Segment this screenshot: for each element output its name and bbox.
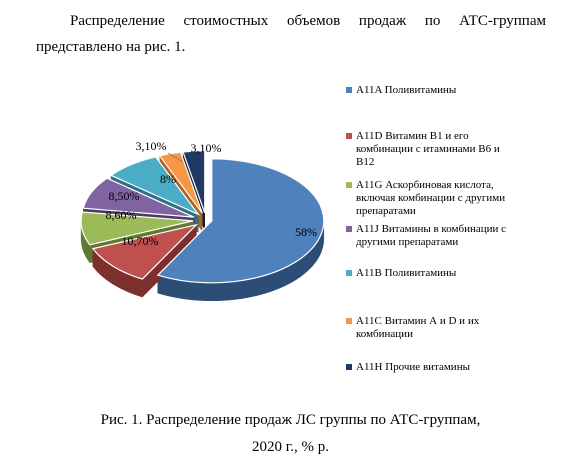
- legend-swatch-5: [346, 318, 352, 324]
- legend-label-2: A11G Аскорбиновая кислота, включая комбинации с другими препаратами: [356, 179, 506, 217]
- figure-caption-line1: Рис. 1. Распределение продаж ЛС группы по АТС-группам,: [100, 412, 481, 428]
- data-label-2: 8,60%: [105, 208, 137, 222]
- legend-label-5: A11C Витамин А и D и их комбинации: [356, 315, 480, 340]
- legend-label-6: A11H Прочие витамины: [356, 361, 470, 373]
- legend-swatch-3: [346, 226, 352, 232]
- data-label-0: 58%: [295, 225, 317, 239]
- legend-label-1: A11D Витамин В1 и его комбинации с итаминами В6 и В12: [356, 130, 500, 168]
- legend-swatch-4: [346, 270, 352, 276]
- legend-swatch-1: [346, 133, 352, 139]
- legend-swatch-0: [346, 87, 352, 93]
- legend-swatch-6: [346, 364, 352, 370]
- data-label-1: 10,70%: [121, 234, 159, 248]
- data-label-5: 3,10%: [135, 139, 167, 153]
- legend-label-4: A11B Поливитамины: [356, 267, 457, 279]
- data-label-4: 8%: [160, 172, 176, 186]
- data-label-6: 3,10%: [190, 141, 222, 155]
- figure-caption-line2: 2020 г., % р.: [252, 439, 329, 455]
- legend-label-0: A11A Поливитамины: [356, 84, 457, 96]
- legend-swatch-2: [346, 182, 352, 188]
- intro-text: Распределение стоимостных объемов продаж по АТС-группам представлено на рис. 1.: [36, 13, 546, 55]
- legend-label-3: A11J Витамины в комбинации с другими препаратами: [356, 223, 507, 248]
- data-label-3: 8,50%: [108, 189, 140, 203]
